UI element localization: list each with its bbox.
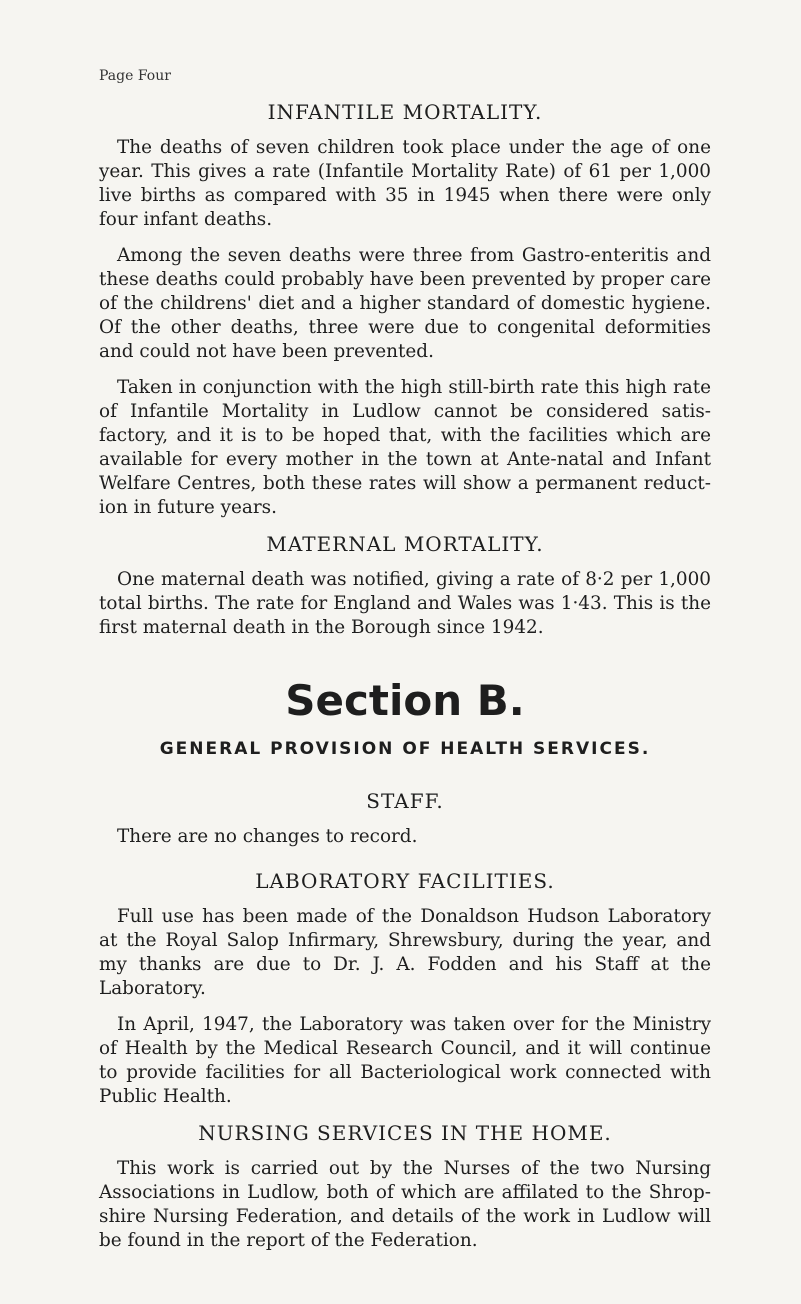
laboratory-paragraph-2: In April, 1947, the Laboratory was taken over for the Ministry of Health by the Medical Research Council, and it will continue to provide facilities for all Bacteriological work connected with Public Health.	[99, 1014, 711, 1107]
infantile-paragraph-1: The deaths of seven children took place under the age of one year. This gives a rate (Infantile Mortality Rate) of 61 per 1,000 live births as compared with 35 in 1945 when there were only four infant deaths.	[99, 137, 711, 230]
section-subtitle: GENERAL PROVISION OF HEALTH SERVICES.	[159, 739, 651, 759]
staff-heading: STAFF.	[366, 789, 444, 813]
page-number-label: Page Four	[99, 68, 171, 84]
infantile-paragraph-2: Among the seven deaths were three from Gastro-enteritis and these deaths could probably have been prevented by proper care of the childrens' diet and a higher standard of domestic hygiene. Of the other deaths, three were due to congenital deformities and could not have been prevented.	[99, 245, 711, 362]
document-body	[99, 100, 711, 1265]
infantile-mortality-heading: INFANTILE MORTALITY.	[267, 100, 543, 124]
laboratory-paragraph-1: Full use has been made of the Donaldson Hudson Laboratory at the Royal Salop Infirmary, Shrewsbury, during the year, and my thanks are due to Dr. J. A. Fodden and his Staff at the Laboratory.	[99, 906, 711, 999]
nursing-heading: NURSING SERVICES IN THE HOME.	[198, 1121, 612, 1145]
staff-paragraph-1: There are no changes to record.	[117, 826, 418, 847]
nursing-paragraph-1: This work is carried out by the Nurses of the two Nursing Associations in Ludlow, both of which are affilated to the Shrop- shire Nursing Federation, and details of the work in Ludlow will be found in the report of the Federation.	[99, 1158, 711, 1251]
infantile-paragraph-3: Taken in conjunction with the high still-birth rate this high rate of Infantile Mortality in Ludlow cannot be considered satis- factory, and it is to be hoped that, with the facilities which are available for every mother in the town at Ante-natal and Infant Welfare Centres, both these rates will show a permanent reduct- ion in future years.	[99, 377, 711, 518]
section-title: Section B.	[285, 676, 525, 725]
maternal-paragraph-1: One maternal death was notified, giving a rate of 8·2 per 1,000 total births. The rate for England and Wales was 1·43. This is the first maternal death in the Borough since 1942.	[99, 569, 711, 638]
maternal-mortality-heading: MATERNAL MORTALITY.	[266, 532, 544, 556]
laboratory-heading: LABORATORY FACILITIES.	[255, 869, 555, 893]
